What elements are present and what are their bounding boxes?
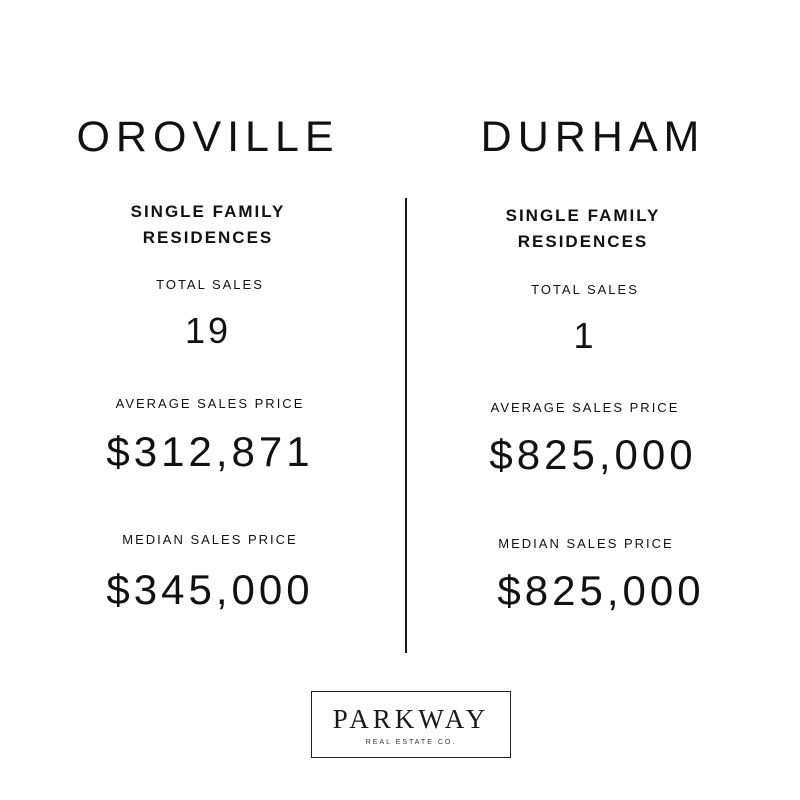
right-median-label: MEDIAN SALES PRICE [498, 536, 674, 551]
left-total-sales-value: 19 [184, 310, 232, 351]
left-total-sales-label: TOTAL SALES [156, 277, 264, 292]
right-total-sales-value: 1 [573, 315, 597, 356]
left-subtitle-line1: SINGLE FAMILY [130, 202, 286, 221]
logo-tagline: REAL ESTATE CO. [365, 739, 457, 746]
right-subtitle-line1: SINGLE FAMILY [505, 206, 661, 225]
right-median-value: $825,000 [497, 567, 705, 614]
left-median-label: MEDIAN SALES PRICE [122, 532, 298, 547]
right-subtitle [483, 203, 683, 255]
left-median-value: $345,000 [106, 566, 314, 613]
right-average-label: AVERAGE SALES PRICE [490, 400, 680, 415]
left-average-label: AVERAGE SALES PRICE [115, 396, 305, 411]
left-average-value: $312,871 [106, 428, 314, 475]
left-subtitle-line2: RESIDENCES [142, 228, 274, 247]
right-subtitle-line2: RESIDENCES [517, 232, 649, 251]
left-city-title: OROVILLE [76, 113, 340, 161]
column-divider [405, 198, 407, 653]
logo-name: PARKWAY [332, 704, 490, 734]
right-average-value: $825,000 [489, 431, 697, 478]
left-subtitle [108, 199, 308, 251]
right-city-title: DURHAM [480, 113, 706, 161]
parkway-logo [311, 691, 511, 758]
right-total-sales-label: TOTAL SALES [531, 282, 639, 297]
